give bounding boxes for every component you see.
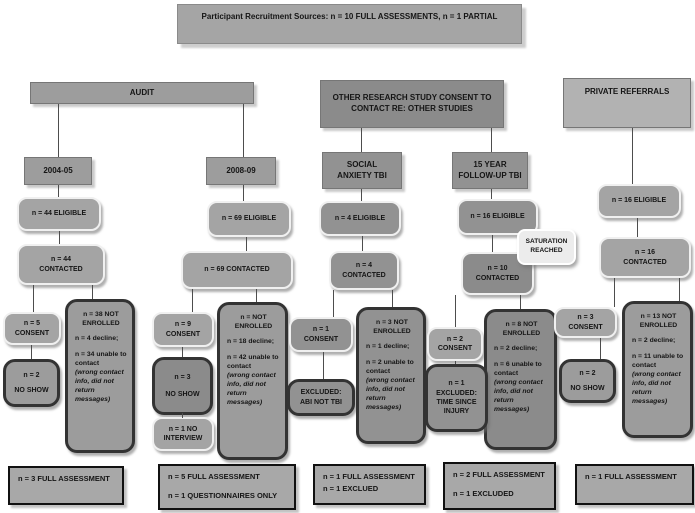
node-social-anxiety-eligible bbox=[319, 201, 401, 236]
node-line: CONSENT bbox=[165, 330, 201, 338]
connector bbox=[491, 128, 492, 152]
connector bbox=[361, 128, 362, 152]
branch-label: 2008-09 bbox=[226, 165, 256, 175]
node-2004-no-show bbox=[3, 359, 60, 407]
node-line: n = 1 NO bbox=[168, 425, 198, 433]
header-audit bbox=[30, 82, 254, 104]
branch-2008-09 bbox=[206, 157, 276, 185]
node-social-anxiety-excluded bbox=[287, 379, 355, 416]
node-2004-contacted bbox=[17, 244, 105, 285]
node-line: INJURY bbox=[443, 408, 470, 416]
node-private-not-enrolled bbox=[622, 301, 693, 438]
header-audit-text: AUDIT bbox=[129, 87, 155, 97]
summary-audit-2008 bbox=[158, 464, 296, 510]
node-2008-not-enrolled bbox=[217, 302, 288, 460]
connector bbox=[323, 352, 324, 379]
node-line: n = 5 bbox=[23, 320, 41, 328]
node-line: CONTACTED bbox=[39, 265, 83, 273]
node-line: CONSENT bbox=[303, 335, 339, 343]
connector bbox=[182, 413, 183, 418]
node-line: n = 44 bbox=[50, 256, 72, 264]
connector bbox=[246, 237, 247, 251]
summary-15yr bbox=[443, 462, 556, 510]
branch-label: 2004-05 bbox=[43, 165, 73, 175]
node-line: (wrong contact info, did not return messages) bbox=[227, 371, 276, 407]
node-line: n = 3 bbox=[577, 314, 594, 322]
connector bbox=[92, 285, 93, 299]
node-line: CONSENT bbox=[14, 329, 50, 337]
node-line: SATURATION bbox=[525, 238, 568, 246]
node-2008-no-show bbox=[152, 357, 213, 415]
node-2004-not-enrolled bbox=[65, 299, 135, 453]
node-line: n = 8 NOT ENROLLED bbox=[502, 321, 541, 338]
node-line: EXCLUDED: bbox=[300, 389, 342, 397]
summary-line: n = 1 FULL ASSESSMENT bbox=[323, 472, 415, 481]
node-line: n = 69 CONTACTED bbox=[204, 266, 270, 274]
node-line: NO SHOW bbox=[570, 385, 605, 392]
node-line: n = 6 unable to contact bbox=[494, 360, 542, 377]
node-line: n = 1 bbox=[448, 380, 465, 388]
connector bbox=[455, 295, 456, 327]
node-line: n = 16 ELIGIBLE bbox=[470, 213, 525, 221]
connector bbox=[33, 285, 34, 312]
connector bbox=[520, 295, 521, 309]
node-line: EXCLUDED: bbox=[436, 389, 477, 397]
node-line: n = 4 bbox=[355, 262, 373, 270]
node-line: n = 3 NOT ENROLLED bbox=[373, 319, 411, 336]
connector bbox=[243, 185, 244, 201]
node-2004-eligible bbox=[17, 197, 101, 231]
branch-15-year-follow-up-tbi bbox=[452, 152, 528, 189]
node-line: n = 10 bbox=[487, 265, 508, 273]
connector bbox=[362, 236, 363, 251]
connector bbox=[192, 289, 193, 312]
node-2008-eligible bbox=[207, 201, 291, 237]
node-private-contacted bbox=[599, 237, 691, 278]
summary-audit-2004 bbox=[8, 466, 124, 505]
connector bbox=[31, 345, 32, 359]
node-social-anxiety-not-enrolled bbox=[356, 307, 426, 444]
connector bbox=[256, 289, 257, 302]
node-line: (wrong contact info, did not return messages) bbox=[632, 370, 681, 406]
node-line: n = 18 decline; bbox=[227, 338, 275, 346]
node-line: TIME SINCE bbox=[436, 399, 477, 406]
node-line: n = 2 decline; bbox=[632, 337, 676, 345]
node-15yr-excluded bbox=[425, 364, 488, 432]
summary-social-anxiety bbox=[313, 464, 426, 505]
node-line: n = 4 ELIGIBLE bbox=[334, 214, 386, 222]
node-line: n = 42 unable to contact bbox=[227, 353, 279, 370]
connector bbox=[637, 218, 638, 237]
node-line: n = 2 unable to contact bbox=[366, 358, 414, 375]
connector bbox=[492, 235, 493, 252]
node-line: n = 16 bbox=[634, 249, 656, 257]
header-other-research bbox=[320, 80, 504, 128]
node-2008-consent bbox=[152, 312, 214, 347]
summary-line: n = 1 FULL ASSESSMENT bbox=[585, 472, 677, 481]
connector bbox=[491, 189, 492, 199]
node-line: n = 1 decline; bbox=[366, 343, 410, 351]
connector bbox=[632, 128, 633, 184]
node-line: n = 9 bbox=[174, 321, 192, 329]
connector bbox=[243, 104, 244, 157]
connector bbox=[679, 278, 680, 301]
branch-label: 15 YEAR FOLLOW-UP TBI bbox=[458, 159, 522, 180]
connector bbox=[182, 347, 183, 357]
node-line: (wrong contact info, did not return messages) bbox=[75, 368, 124, 404]
node-line: n = 1 bbox=[312, 326, 330, 334]
node-2004-consent bbox=[3, 312, 61, 345]
header-private-referrals bbox=[563, 78, 691, 128]
node-15yr-not-enrolled bbox=[484, 309, 557, 450]
summary-line: n = 2 FULL ASSESSMENT bbox=[453, 470, 545, 479]
connector bbox=[614, 278, 615, 307]
node-line: NO SHOW bbox=[165, 391, 200, 398]
node-line: CONSENT bbox=[568, 323, 603, 331]
node-line: n = 2 bbox=[23, 371, 40, 379]
node-line: n = NOT ENROLLED bbox=[234, 314, 273, 331]
connector bbox=[333, 290, 334, 317]
header-private-referrals-text: PRIVATE REFERRALS bbox=[584, 87, 670, 96]
summary-line: n = 5 FULL ASSESSMENT bbox=[168, 472, 260, 481]
node-line: n = 38 NOT ENROLLED bbox=[82, 311, 120, 328]
node-line: NO SHOW bbox=[14, 387, 49, 394]
node-line: REACHED bbox=[530, 247, 563, 254]
node-social-anxiety-contacted bbox=[329, 251, 399, 290]
node-line: CONSENT bbox=[437, 345, 473, 352]
connector bbox=[361, 189, 362, 201]
node-line: n = 11 unable to contact bbox=[632, 352, 684, 369]
node-line: n = 2 decline; bbox=[494, 345, 538, 353]
title-box bbox=[177, 4, 522, 44]
node-private-no-show bbox=[559, 359, 616, 403]
node-line: n = 69 ELIGIBLE bbox=[221, 215, 277, 223]
node-line: n = 13 NOT ENROLLED bbox=[639, 313, 678, 330]
branch-label: SOCIAL ANXIETY TBI bbox=[337, 159, 387, 180]
node-line: CONTACTED bbox=[475, 274, 520, 282]
connector bbox=[58, 104, 59, 157]
header-other-research-text: OTHER RESEARCH STUDY CONSENT TO CONTACT RE: OTHER STUDIES bbox=[332, 93, 492, 113]
node-line: n = 2 bbox=[446, 335, 464, 343]
node-2008-contacted bbox=[181, 251, 293, 289]
node-line: n = 16 ELIGIBLE bbox=[611, 197, 667, 205]
title-text: Participant Recruitment Sources: n = 10 FULL ASSESSMENTS, n = 1 PARTIAL bbox=[201, 12, 498, 21]
node-private-consent bbox=[554, 307, 617, 338]
branch-2004-05 bbox=[24, 157, 92, 185]
summary-line: n = 1 EXCLUED bbox=[323, 484, 379, 494]
node-2008-no-interview bbox=[152, 417, 214, 451]
summary-line: n = 1 QUESTIONNAIRES ONLY bbox=[168, 491, 278, 501]
summary-line: n = 3 FULL ASSESSMENT bbox=[18, 474, 110, 483]
connector bbox=[58, 185, 59, 197]
node-line: CONTACTED bbox=[342, 271, 386, 279]
node-social-anxiety-consent bbox=[289, 317, 353, 352]
connector bbox=[600, 338, 601, 359]
node-line: n = 44 ELIGIBLE bbox=[31, 210, 87, 218]
summary-private bbox=[575, 464, 694, 505]
node-line: (wrong contact info, did not return messages) bbox=[494, 378, 543, 414]
node-15yr-consent bbox=[427, 327, 483, 361]
node-line: CONTACTED bbox=[623, 258, 667, 266]
node-private-eligible bbox=[597, 184, 681, 218]
summary-line: n = 1 EXCLUDED bbox=[453, 489, 514, 499]
node-saturation-reached bbox=[517, 229, 576, 265]
node-line: ABI NOT TBI bbox=[300, 398, 342, 406]
node-line: n = 4 decline; bbox=[75, 335, 119, 343]
node-line: n = 2 bbox=[579, 369, 596, 377]
branch-social-anxiety-tbi bbox=[322, 152, 402, 189]
node-line: n = 3 bbox=[174, 373, 191, 381]
connector bbox=[59, 231, 60, 244]
node-line: n = 34 unable to contact bbox=[75, 350, 127, 367]
node-line: INTERVIEW bbox=[163, 435, 203, 442]
connector bbox=[392, 290, 393, 307]
node-line: (wrong contact info, did not return messages) bbox=[366, 376, 415, 412]
